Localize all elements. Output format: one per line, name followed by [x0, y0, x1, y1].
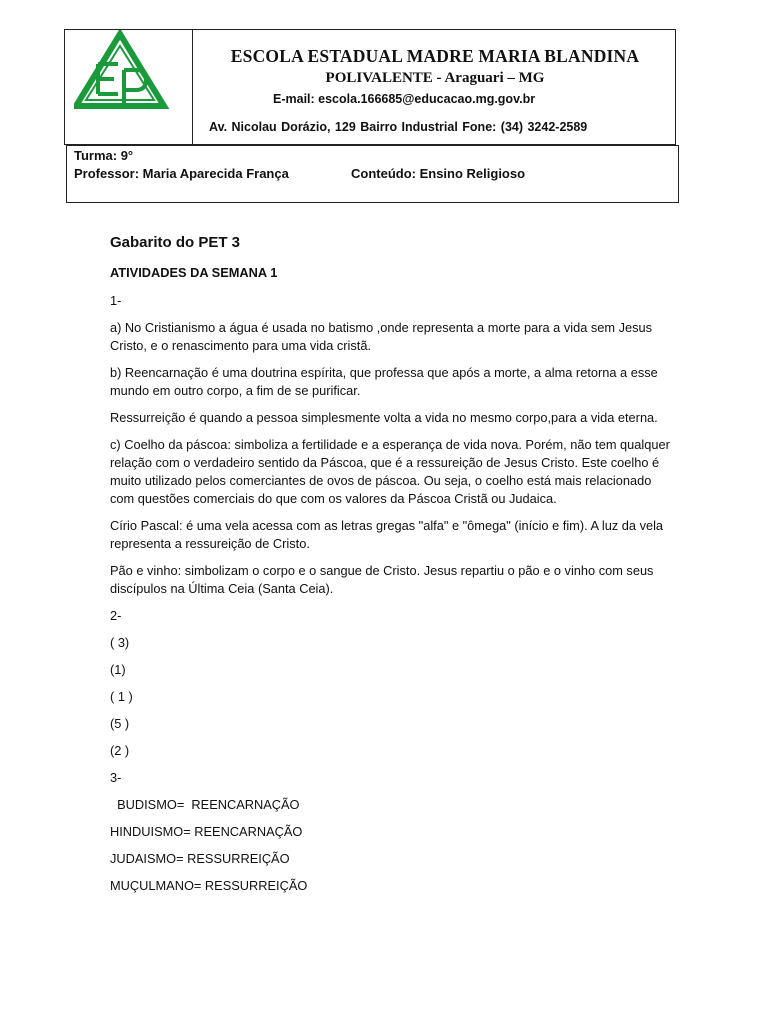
- answer-2-item: (5 ): [110, 716, 130, 731]
- logo-cell: [65, 30, 193, 146]
- answer-3-item: HINDUISMO= REENCARNAÇÃO: [110, 824, 303, 839]
- answer-2-item: (2 ): [110, 743, 130, 758]
- answer-1c-cirio: Círio Pascal: é uma vela acessa com as letras gregas "alfa" e "ômega" (início e fim). A luz da vela representa a ressureição de Cristo.: [110, 518, 664, 551]
- question-2-label: 2-: [110, 608, 122, 623]
- answer-2-item: ( 3): [110, 635, 130, 650]
- conteudo-label: Conteúdo: Ensino Religioso: [351, 166, 526, 181]
- answer-key-content: [110, 234, 670, 904]
- answer-1b: b) Reencarnação é uma doutrina espírita, que professa que após a morte, a alma retorna a esse mundo em outro corpo, a fim de se purificar.: [110, 365, 658, 398]
- professor-label: Professor: Maria Aparecida França: [74, 166, 289, 181]
- school-address: Av. Nicolau Dorázio, 129 Bairro Industrial Fone: (34) 3242-2589: [209, 120, 588, 134]
- answer-3-item: BUDISMO= REENCARNAÇÃO: [110, 797, 300, 812]
- answer-1a: a) No Cristianismo a água é usada no batismo ,onde representa a morte para a vida sem Jesus Cristo, e o renascimento para uma vida cristã.: [110, 320, 653, 353]
- school-header: [64, 29, 676, 145]
- answer-2-item: ( 1 ): [110, 689, 133, 704]
- question-1-label: 1-: [110, 293, 122, 308]
- school-email: E-mail: escola.166685@educacao.mg.gov.br: [273, 92, 536, 106]
- school-location: POLIVALENTE - Araguari – MG: [325, 70, 545, 86]
- answer-1c-pao-vinho: Pão e vinho: simbolizam o corpo e o sangue de Cristo. Jesus repartiu o pão e o vinho com seus discípulos na Última Ceia (Santa Ceia).: [110, 563, 654, 596]
- page-title: Gabarito do PET 3: [110, 234, 241, 251]
- answer-2-item: (1): [110, 662, 126, 677]
- question-3-label: 3-: [110, 770, 122, 785]
- answer-3-item: MUÇULMANO= RESSURREIÇÃO: [110, 878, 308, 893]
- answer-3-item: JUDAISMO= RESSURREIÇÃO: [110, 851, 290, 866]
- answer-1b-ressurreicao: Ressurreição é quando a pessoa simplesmente volta a vida no mesmo corpo,para a vida eterna.: [110, 410, 658, 425]
- school-logo-icon: [74, 30, 174, 114]
- class-info-box: [66, 145, 679, 203]
- answer-1c: c) Coelho da páscoa: simboliza a fertilidade e a esperança de vida nova. Porém, não tem qualquer relação com o verdadeiro sentido da Páscoa, que é a ressureição de Jesus Cristo. Este coelho é muito utilizado pelos comerciantes de ovos de páscoa. Ou seja, o coelho está mais relacionado com questões comerciais do que com os valores da Páscoa Cristã ou Judaica.: [110, 437, 670, 506]
- section-title: ATIVIDADES DA SEMANA 1: [110, 265, 278, 280]
- turma-label: Turma: 9°: [74, 148, 134, 163]
- school-name: ESCOLA ESTADUAL MADRE MARIA BLANDINA: [230, 46, 640, 66]
